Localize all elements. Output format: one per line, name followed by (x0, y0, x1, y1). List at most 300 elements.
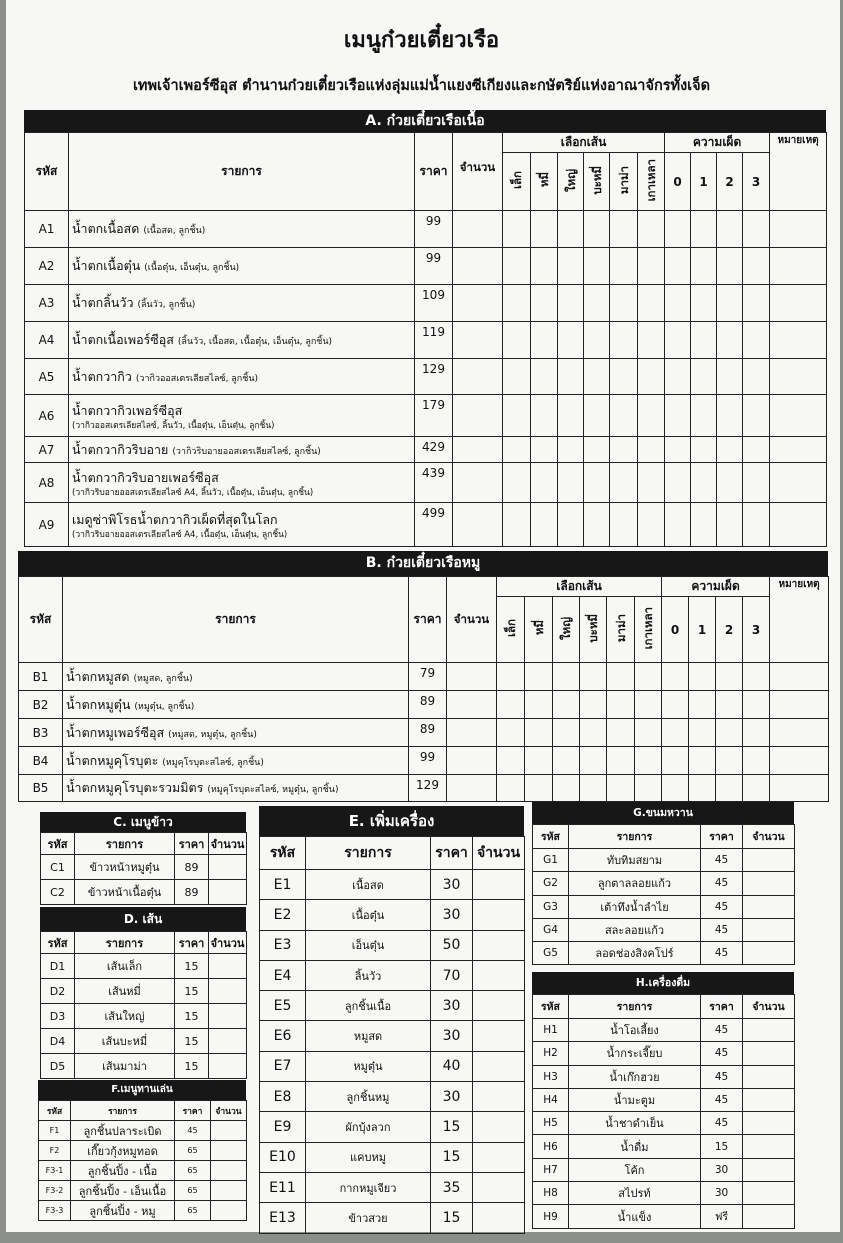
item-name-cell (69, 463, 415, 503)
option-checkbox-cell[interactable] (580, 747, 607, 775)
item-name: แคบหมู (306, 1142, 431, 1172)
option-checkbox-cell[interactable] (610, 463, 638, 503)
item-price: 65 (175, 1141, 211, 1161)
qty-cell[interactable] (473, 870, 525, 900)
item-code: E3 (260, 930, 306, 960)
qty-cell[interactable] (211, 1201, 247, 1221)
note-cell[interactable] (770, 359, 827, 395)
col-price-b: ราคา (409, 577, 447, 663)
col-item-c: รายการ (75, 833, 175, 855)
noodle-type-b-4 (607, 597, 635, 663)
item-code: B2 (19, 691, 63, 719)
table-row (260, 1112, 525, 1142)
note-cell[interactable] (770, 691, 829, 719)
qty-cell[interactable] (743, 942, 795, 965)
option-checkbox-cell[interactable] (717, 437, 743, 463)
option-checkbox-cell[interactable] (553, 747, 580, 775)
option-checkbox-cell[interactable] (610, 395, 638, 437)
item-price: 15 (431, 1203, 473, 1233)
item-price: 89 (175, 855, 209, 880)
item-price: 15 (175, 1029, 209, 1054)
section-d-header: D. เส้น (40, 907, 246, 931)
item-code: G4 (533, 918, 569, 941)
spicy-level-b-1: 1 (689, 597, 716, 663)
option-checkbox-cell[interactable] (743, 691, 770, 719)
qty-cell[interactable] (211, 1181, 247, 1201)
option-checkbox-cell[interactable] (558, 248, 584, 285)
option-checkbox-cell[interactable] (717, 322, 743, 359)
option-checkbox-cell[interactable] (665, 285, 691, 322)
item-name-cell (69, 437, 415, 463)
item-price: 45 (701, 1112, 743, 1135)
qty-cell[interactable] (473, 1142, 525, 1172)
qty-cell[interactable] (453, 285, 503, 322)
item-code: E5 (260, 991, 306, 1021)
item-name-cell (69, 248, 415, 285)
option-checkbox-cell[interactable] (717, 395, 743, 437)
option-checkbox-cell[interactable] (665, 248, 691, 285)
option-checkbox-cell[interactable] (558, 395, 584, 437)
option-checkbox-cell[interactable] (691, 285, 717, 322)
qty-cell[interactable] (447, 663, 497, 691)
option-checkbox-cell[interactable] (553, 663, 580, 691)
qty-cell[interactable] (473, 1172, 525, 1202)
option-checkbox-cell[interactable] (689, 747, 716, 775)
option-checkbox-cell[interactable] (503, 211, 531, 248)
option-checkbox-cell[interactable] (531, 248, 558, 285)
item-price: 50 (431, 930, 473, 960)
qty-cell[interactable] (743, 895, 795, 918)
option-checkbox-cell[interactable] (558, 463, 584, 503)
note-cell[interactable] (770, 322, 827, 359)
option-checkbox-cell[interactable] (638, 395, 665, 437)
item-name: โค้ก (569, 1158, 701, 1181)
qty-cell[interactable] (209, 979, 247, 1004)
option-checkbox-cell[interactable] (558, 285, 584, 322)
option-checkbox-cell[interactable] (743, 503, 770, 547)
option-checkbox-cell[interactable] (497, 775, 525, 802)
noodle-type-a-0 (503, 153, 531, 211)
qty-cell[interactable] (473, 900, 525, 930)
option-checkbox-cell[interactable] (743, 663, 770, 691)
note-cell[interactable] (770, 663, 829, 691)
option-checkbox-cell[interactable] (717, 248, 743, 285)
qty-cell[interactable] (473, 1082, 525, 1112)
qty-cell[interactable] (473, 1051, 525, 1081)
option-checkbox-cell[interactable] (558, 322, 584, 359)
qty-cell[interactable] (473, 1021, 525, 1051)
option-checkbox-cell[interactable] (691, 437, 717, 463)
qty-cell[interactable] (743, 918, 795, 941)
item-name: น้ำตกเนื้อเพอร์ซีอุส (72, 332, 174, 347)
col-price-f: ราคา (175, 1101, 211, 1121)
note-cell[interactable] (770, 437, 827, 463)
qty-cell[interactable] (473, 1203, 525, 1233)
item-price: 30 (431, 900, 473, 930)
option-checkbox-cell[interactable] (689, 775, 716, 802)
option-checkbox-cell[interactable] (743, 395, 770, 437)
qty-cell[interactable] (453, 437, 503, 463)
option-checkbox-cell[interactable] (558, 503, 584, 547)
item-code: H7 (533, 1158, 569, 1181)
qty-cell[interactable] (743, 1135, 795, 1158)
table-row (25, 211, 827, 248)
option-checkbox-cell[interactable] (584, 395, 610, 437)
table-row (533, 872, 795, 895)
qty-cell[interactable] (453, 248, 503, 285)
section-b-header: B. ก๋วยเตี๋ยวเรือหมู (18, 551, 828, 576)
option-checkbox-cell[interactable] (638, 248, 665, 285)
qty-cell[interactable] (447, 747, 497, 775)
option-checkbox-cell[interactable] (665, 463, 691, 503)
option-checkbox-cell[interactable] (531, 503, 558, 547)
item-code: D1 (41, 954, 75, 979)
option-checkbox-cell[interactable] (553, 691, 580, 719)
option-checkbox-cell[interactable] (497, 747, 525, 775)
option-checkbox-cell[interactable] (503, 395, 531, 437)
qty-cell[interactable] (209, 954, 247, 979)
option-checkbox-cell[interactable] (635, 775, 662, 802)
option-checkbox-cell[interactable] (743, 359, 770, 395)
item-code: C1 (41, 855, 75, 880)
option-checkbox-cell[interactable] (743, 719, 770, 747)
item-price: 45 (175, 1121, 211, 1141)
item-price: 45 (701, 942, 743, 965)
qty-cell[interactable] (743, 849, 795, 872)
option-checkbox-cell[interactable] (558, 359, 584, 395)
option-checkbox-cell[interactable] (531, 211, 558, 248)
option-checkbox-cell[interactable] (743, 248, 770, 285)
option-checkbox-cell[interactable] (635, 747, 662, 775)
qty-cell[interactable] (211, 1141, 247, 1161)
table-row (39, 1201, 247, 1221)
qty-cell[interactable] (453, 503, 503, 547)
table-row (19, 719, 829, 747)
option-checkbox-cell[interactable] (558, 211, 584, 248)
item-price: 70 (431, 960, 473, 990)
item-price: 109 (415, 285, 453, 322)
col-code: รหัส (25, 133, 69, 211)
option-checkbox-cell[interactable] (558, 437, 584, 463)
option-checkbox-cell[interactable] (610, 211, 638, 248)
note-cell[interactable] (770, 503, 827, 547)
item-detail: (หมูสด, หมูตุ๋น, ลูกชิ้น) (168, 729, 257, 740)
qty-cell[interactable] (211, 1161, 247, 1181)
option-checkbox-cell[interactable] (662, 747, 689, 775)
option-checkbox-cell[interactable] (743, 463, 770, 503)
qty-cell[interactable] (209, 880, 247, 905)
option-checkbox-cell[interactable] (638, 437, 665, 463)
qty-cell[interactable] (743, 1158, 795, 1181)
table-row (533, 1135, 795, 1158)
option-checkbox-cell[interactable] (717, 285, 743, 322)
option-checkbox-cell[interactable] (531, 463, 558, 503)
note-cell[interactable] (770, 395, 827, 437)
option-checkbox-cell[interactable] (717, 211, 743, 248)
item-name-cell (63, 663, 409, 691)
item-name: ลูกชิ้นหมู (306, 1082, 431, 1112)
option-checkbox-cell[interactable] (717, 503, 743, 547)
qty-cell[interactable] (209, 855, 247, 880)
table-row (19, 663, 829, 691)
item-detail: (เนื้อตุ๋น, เอ็นตุ๋น, ลูกชิ้น) (144, 263, 240, 273)
option-checkbox-cell[interactable] (665, 503, 691, 547)
qty-cell[interactable] (743, 1042, 795, 1065)
option-checkbox-cell[interactable] (525, 747, 553, 775)
qty-cell[interactable] (743, 1112, 795, 1135)
noodle-type-label: เล็ก (503, 619, 518, 637)
option-checkbox-cell[interactable] (610, 322, 638, 359)
item-price: 45 (701, 872, 743, 895)
item-name: ลูกชิ้นปิ้ง - เอ็นเนื้อ (71, 1181, 175, 1201)
option-checkbox-cell[interactable] (531, 359, 558, 395)
item-code: E7 (260, 1051, 306, 1081)
option-checkbox-cell[interactable] (497, 691, 525, 719)
item-code: E6 (260, 1021, 306, 1051)
option-checkbox-cell[interactable] (580, 663, 607, 691)
option-checkbox-cell[interactable] (607, 691, 635, 719)
qty-cell[interactable] (473, 930, 525, 960)
option-checkbox-cell[interactable] (691, 211, 717, 248)
option-checkbox-cell[interactable] (662, 663, 689, 691)
option-checkbox-cell[interactable] (610, 285, 638, 322)
qty-cell[interactable] (743, 872, 795, 895)
qty-cell[interactable] (453, 395, 503, 437)
option-checkbox-cell[interactable] (716, 719, 743, 747)
qty-cell[interactable] (743, 1205, 795, 1228)
option-checkbox-cell[interactable] (610, 248, 638, 285)
page-title: เมนูก๋วยเตี๋ยวเรือ (343, 28, 500, 53)
option-checkbox-cell[interactable] (662, 775, 689, 802)
option-checkbox-cell[interactable] (503, 322, 531, 359)
option-checkbox-cell[interactable] (743, 322, 770, 359)
item-code: A3 (25, 285, 69, 322)
qty-cell[interactable] (453, 359, 503, 395)
option-checkbox-cell[interactable] (580, 691, 607, 719)
option-checkbox-cell[interactable] (638, 463, 665, 503)
note-cell[interactable] (770, 248, 827, 285)
option-checkbox-cell[interactable] (665, 322, 691, 359)
option-checkbox-cell[interactable] (503, 503, 531, 547)
option-checkbox-cell[interactable] (638, 322, 665, 359)
item-price: 129 (409, 775, 447, 802)
option-checkbox-cell[interactable] (638, 503, 665, 547)
option-checkbox-cell[interactable] (743, 747, 770, 775)
option-checkbox-cell[interactable] (531, 322, 558, 359)
option-checkbox-cell[interactable] (638, 285, 665, 322)
option-checkbox-cell[interactable] (717, 359, 743, 395)
qty-cell[interactable] (453, 463, 503, 503)
item-name: น้ำตกวากิวริบอายเพอร์ซีอุส (72, 469, 219, 485)
option-checkbox-cell[interactable] (553, 775, 580, 802)
qty-cell[interactable] (743, 1182, 795, 1205)
item-code: E9 (260, 1112, 306, 1142)
item-name: หมูสด (306, 1021, 431, 1051)
col-price-d: ราคา (175, 932, 209, 954)
section-h-table (532, 994, 795, 1229)
option-checkbox-cell[interactable] (691, 395, 717, 437)
note-cell[interactable] (770, 463, 827, 503)
option-checkbox-cell[interactable] (584, 359, 610, 395)
qty-cell[interactable] (453, 211, 503, 248)
qty-cell[interactable] (447, 691, 497, 719)
table-row (41, 979, 247, 1004)
item-detail: (หมูคุโรบุตะสไลซ์, ลูกชิ้น) (162, 757, 264, 768)
item-name: ลิ้นวัว (306, 960, 431, 990)
option-checkbox-cell[interactable] (665, 359, 691, 395)
option-checkbox-cell[interactable] (525, 691, 553, 719)
option-checkbox-cell[interactable] (525, 719, 553, 747)
option-checkbox-cell[interactable] (607, 663, 635, 691)
option-checkbox-cell[interactable] (584, 503, 610, 547)
qty-cell[interactable] (209, 1029, 247, 1054)
qty-cell[interactable] (473, 991, 525, 1021)
qty-cell[interactable] (211, 1121, 247, 1141)
option-checkbox-cell[interactable] (689, 663, 716, 691)
option-checkbox-cell[interactable] (607, 719, 635, 747)
item-price: 15 (175, 1004, 209, 1029)
item-code: G1 (533, 849, 569, 872)
noodle-type-b-3 (580, 597, 607, 663)
option-checkbox-cell[interactable] (689, 719, 716, 747)
item-code: H2 (533, 1042, 569, 1065)
item-detail: (วากิวริบอายออสเตรเลียสไลซ์ A4, เนื้อตุ๋น, เอ็นตุ๋น, ลูกชิ้น) (72, 529, 288, 540)
option-checkbox-cell[interactable] (503, 359, 531, 395)
qty-cell[interactable] (209, 1004, 247, 1029)
option-checkbox-cell[interactable] (691, 248, 717, 285)
option-checkbox-cell[interactable] (610, 359, 638, 395)
note-cell[interactable] (770, 211, 827, 248)
option-checkbox-cell[interactable] (743, 211, 770, 248)
option-checkbox-cell[interactable] (531, 395, 558, 437)
option-checkbox-cell[interactable] (635, 691, 662, 719)
option-checkbox-cell[interactable] (610, 437, 638, 463)
option-checkbox-cell[interactable] (580, 719, 607, 747)
note-cell[interactable] (770, 775, 829, 802)
col-qty: จำนวน (453, 133, 503, 211)
option-checkbox-cell[interactable] (635, 719, 662, 747)
item-code: C2 (41, 880, 75, 905)
col-note: หมายเหตุ (770, 133, 827, 211)
option-checkbox-cell[interactable] (743, 775, 770, 802)
option-checkbox-cell[interactable] (743, 285, 770, 322)
col-item-e: รายการ (306, 837, 431, 870)
option-checkbox-cell[interactable] (743, 437, 770, 463)
option-checkbox-cell[interactable] (691, 463, 717, 503)
option-checkbox-cell[interactable] (716, 663, 743, 691)
option-checkbox-cell[interactable] (584, 248, 610, 285)
noodle-type-a-2 (558, 153, 584, 211)
col-item-f: รายการ (71, 1101, 175, 1121)
option-checkbox-cell[interactable] (584, 437, 610, 463)
option-checkbox-cell[interactable] (610, 503, 638, 547)
option-checkbox-cell[interactable] (716, 775, 743, 802)
item-code: B1 (19, 663, 63, 691)
option-checkbox-cell[interactable] (662, 691, 689, 719)
option-checkbox-cell[interactable] (716, 747, 743, 775)
spicy-level-a-0: 0 (665, 153, 691, 211)
option-checkbox-cell[interactable] (665, 437, 691, 463)
option-checkbox-cell[interactable] (665, 395, 691, 437)
option-checkbox-cell[interactable] (497, 663, 525, 691)
spicy-level-a-3: 3 (743, 153, 770, 211)
item-code: B4 (19, 747, 63, 775)
item-code: A9 (25, 503, 69, 547)
noodle-type-label: หมี่ (537, 172, 551, 188)
option-checkbox-cell[interactable] (638, 211, 665, 248)
option-checkbox-cell[interactable] (607, 775, 635, 802)
qty-cell[interactable] (743, 1088, 795, 1111)
item-name: เมดูซ่าพิโรธน้ำตกวากิวเผ็ดที่สุดในโลก (72, 511, 278, 527)
option-checkbox-cell[interactable] (607, 747, 635, 775)
qty-cell[interactable] (453, 322, 503, 359)
option-checkbox-cell[interactable] (497, 719, 525, 747)
qty-cell[interactable] (473, 1112, 525, 1142)
option-checkbox-cell[interactable] (503, 437, 531, 463)
table-row (260, 1172, 525, 1202)
option-checkbox-cell[interactable] (531, 285, 558, 322)
option-checkbox-cell[interactable] (580, 775, 607, 802)
option-checkbox-cell[interactable] (716, 691, 743, 719)
item-price: 65 (175, 1161, 211, 1181)
option-checkbox-cell[interactable] (662, 719, 689, 747)
spicy-level-a-1: 1 (691, 153, 717, 211)
option-checkbox-cell[interactable] (717, 463, 743, 503)
option-checkbox-cell[interactable] (691, 359, 717, 395)
option-checkbox-cell[interactable] (584, 463, 610, 503)
item-name: ลูกชิ้นปิ้ง - เนื้อ (71, 1161, 175, 1181)
qty-cell[interactable] (473, 960, 525, 990)
note-cell[interactable] (770, 285, 827, 322)
qty-cell[interactable] (209, 1054, 247, 1079)
col-price-h: ราคา (701, 995, 743, 1019)
option-checkbox-cell[interactable] (584, 211, 610, 248)
item-price: 45 (701, 1088, 743, 1111)
noodle-type-a-5 (638, 153, 665, 211)
option-checkbox-cell[interactable] (531, 437, 558, 463)
option-checkbox-cell[interactable] (665, 211, 691, 248)
option-checkbox-cell[interactable] (503, 285, 531, 322)
qty-cell[interactable] (447, 775, 497, 802)
qty-cell[interactable] (743, 1065, 795, 1088)
table-row (41, 1029, 247, 1054)
qty-cell[interactable] (447, 719, 497, 747)
item-code: G2 (533, 872, 569, 895)
item-price: 30 (431, 1021, 473, 1051)
table-row (19, 691, 829, 719)
item-name: ทับทิมสยาม (569, 849, 701, 872)
option-checkbox-cell[interactable] (691, 503, 717, 547)
option-checkbox-cell[interactable] (525, 775, 553, 802)
note-cell[interactable] (770, 747, 829, 775)
option-checkbox-cell[interactable] (553, 719, 580, 747)
spicy-level-b-3: 3 (743, 597, 770, 663)
option-checkbox-cell[interactable] (635, 663, 662, 691)
option-checkbox-cell[interactable] (525, 663, 553, 691)
option-checkbox-cell[interactable] (584, 322, 610, 359)
item-detail: (ลิ้นวัว, ลูกชิ้น) (137, 300, 196, 310)
option-checkbox-cell[interactable] (638, 359, 665, 395)
note-cell[interactable] (770, 719, 829, 747)
option-checkbox-cell[interactable] (503, 248, 531, 285)
option-checkbox-cell[interactable] (691, 322, 717, 359)
qty-cell[interactable] (743, 1019, 795, 1042)
option-checkbox-cell[interactable] (503, 463, 531, 503)
option-checkbox-cell[interactable] (584, 285, 610, 322)
table-row (533, 918, 795, 941)
item-code: H3 (533, 1065, 569, 1088)
option-checkbox-cell[interactable] (689, 691, 716, 719)
